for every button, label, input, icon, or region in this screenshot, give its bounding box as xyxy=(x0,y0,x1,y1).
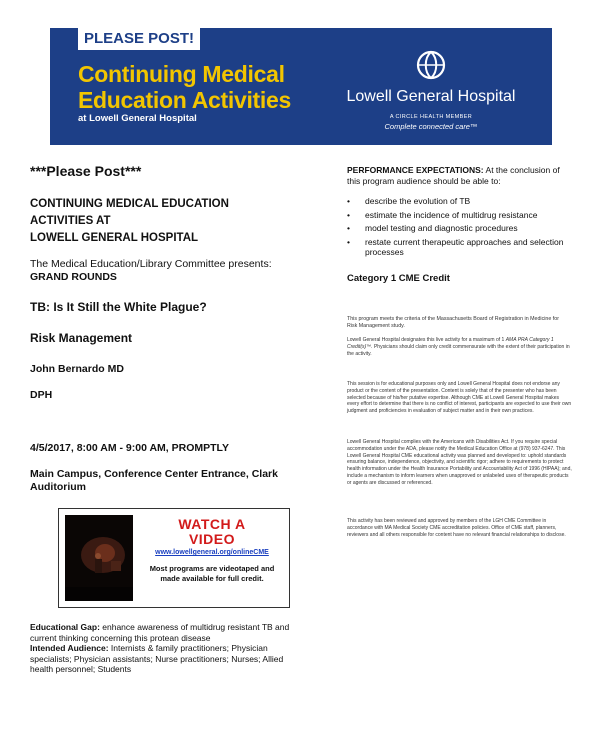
credit-designation-a: Lowell General Hospital designates this live activity for a maximum of 1 xyxy=(347,337,506,343)
credit-designation-c: Physicians should claim only credit commensurate with the extent of their participation in the activity. xyxy=(347,343,570,357)
list-item xyxy=(347,223,572,234)
intended-audience-label: Intended Audience: xyxy=(30,643,109,653)
objective-text: restate current therapeutic approaches and selection processes xyxy=(365,236,564,257)
bullet-icon: • xyxy=(347,196,350,206)
header-banner xyxy=(50,28,552,145)
list-item xyxy=(347,237,572,258)
speaker-credential: DPH xyxy=(30,389,53,401)
list-item xyxy=(347,210,572,221)
committee-presents xyxy=(30,258,290,284)
watch-video-box[interactable] xyxy=(58,508,290,608)
objective-text: estimate the incidence of multidrug resistance xyxy=(365,209,538,220)
watch-video-heading xyxy=(139,517,285,547)
cme-credit-heading: Category 1 CME Credit xyxy=(347,273,450,284)
grand-rounds-label: GRAND ROUNDS xyxy=(30,271,117,283)
intended-audience xyxy=(30,643,305,675)
intended-audience-text: Internists & family practitioners; Physician specialists; Physician assistants; Nurse practitioners; Nurses; Allied health personnel; Students xyxy=(30,643,284,674)
cme-heading xyxy=(30,196,290,247)
watch-video-line1: WATCH A xyxy=(178,516,246,532)
speaker-name: John Bernardo MD xyxy=(30,363,124,375)
educational-gap-text: enhance awareness of multidrug resistant TB and current thinking concerning this protean disease xyxy=(30,622,290,643)
list-item xyxy=(347,196,572,207)
credit-designation-b: AMA PRA Category 1 Credit(s)™. xyxy=(347,337,554,350)
event-datetime: 4/5/2017, 8:00 AM - 9:00 AM, PROMPTLY xyxy=(30,442,229,454)
banner-title-line1: Continuing Medical xyxy=(78,61,285,87)
risk-management-label: Risk Management xyxy=(30,331,133,345)
event-location: Main Campus, Conference Center Entrance, Clark Auditorium xyxy=(30,468,278,493)
hospital-logo-tagline: Complete connected care™ xyxy=(384,122,478,131)
bullet-icon: • xyxy=(347,209,350,220)
committee-line: The Medical Education/Library Committee presents: xyxy=(30,258,272,270)
objectives-list xyxy=(347,196,572,261)
bullet-icon: • xyxy=(347,236,350,247)
hospital-logo-name: Lowell General Hospital xyxy=(346,88,516,105)
ada-compliance-text: Lowell General Hospital complies with the Americans with Disabilities Act. If you require special accommodation under the ADA, please notify the Medical Education Office at (978) 937-6247. This Lowell General Hospital CME educational activity was planned and developed to: uphold standards ensuring balance, independence, objectivity, and scientific rigor; adhere to requirements to protect health information under the Health Insurance Portability and Accountability Act of 1996 (HIPAA); and, include a mechanism to inform learners when unapproved or unlabeled uses of therapeutic products or agents are discussed or referenced. xyxy=(347,439,572,486)
credit-designation xyxy=(347,337,572,357)
online-cme-link[interactable]: www.lowellgeneral.org/onlineCME xyxy=(155,549,269,556)
performance-expectations-label: PERFORMANCE EXPECTATIONS: xyxy=(347,165,484,175)
video-thumbnail[interactable] xyxy=(65,515,133,601)
watch-video-line2: VIDEO xyxy=(188,531,236,547)
cme-heading-line3: LOWELL GENERAL HOSPITAL xyxy=(30,232,199,244)
please-post-heading: ***Please Post*** xyxy=(30,163,142,179)
cme-heading-line1: CONTINUING MEDICAL EDUCATION xyxy=(30,198,229,210)
performance-expectations-text: At the conclusion of this program audience should be able to: xyxy=(347,165,560,186)
performance-expectations xyxy=(347,165,572,186)
banner-title-line2: Education Activities xyxy=(78,87,291,113)
lecture-hall-photo-icon xyxy=(65,515,133,601)
objective-text: model testing and diagnostic procedures xyxy=(365,223,518,233)
bullet-icon: • xyxy=(347,223,350,233)
hospital-logo-mark-icon xyxy=(415,48,447,82)
gap-and-audience xyxy=(30,622,305,675)
risk-management-criteria: This program meets the criteria of the Massachusetts Board of Registration in Medicine for Risk Management study. xyxy=(347,316,559,330)
session-title: TB: Is It Still the White Plague? xyxy=(30,300,207,314)
hospital-logo-member: A CIRCLE HEALTH MEMBER xyxy=(389,114,473,120)
hospital-logo xyxy=(316,48,546,140)
educational-gap-label: Educational Gap: xyxy=(30,622,100,632)
banner-title xyxy=(78,61,308,113)
please-post-label: PLEASE POST! xyxy=(78,28,200,50)
cme-heading-line2: ACTIVITIES AT xyxy=(30,215,111,227)
video-note: Most programs are videotaped and made available for full credit. xyxy=(149,564,275,583)
educational-gap xyxy=(30,622,305,643)
objective-text: describe the evolution of TB xyxy=(365,196,471,206)
disclaimer-text: This session is for educational purposes only and Lowell General Hospital does not endorse any product or the content of the presentation. Content is solely that of the presenter who has been selected because of his/her putative expertise. Although CME at Lowell General Hospital makes every effort to determine that there is no conflict of interest, participants are expected to use their own judgment and proficiencies in evaluation of subject matter and in their own practices. xyxy=(347,381,572,415)
committee-approval-text: This activity has been reviewed and approved by members of the LGH CME Committee in accordance with MA Medical Society CME accreditation policies. Office of CME staff, planners, reviewers and all others responsible for content have no relevant financial relationships to disclose. xyxy=(347,518,566,538)
banner-subtitle: at Lowell General Hospital xyxy=(78,113,197,124)
